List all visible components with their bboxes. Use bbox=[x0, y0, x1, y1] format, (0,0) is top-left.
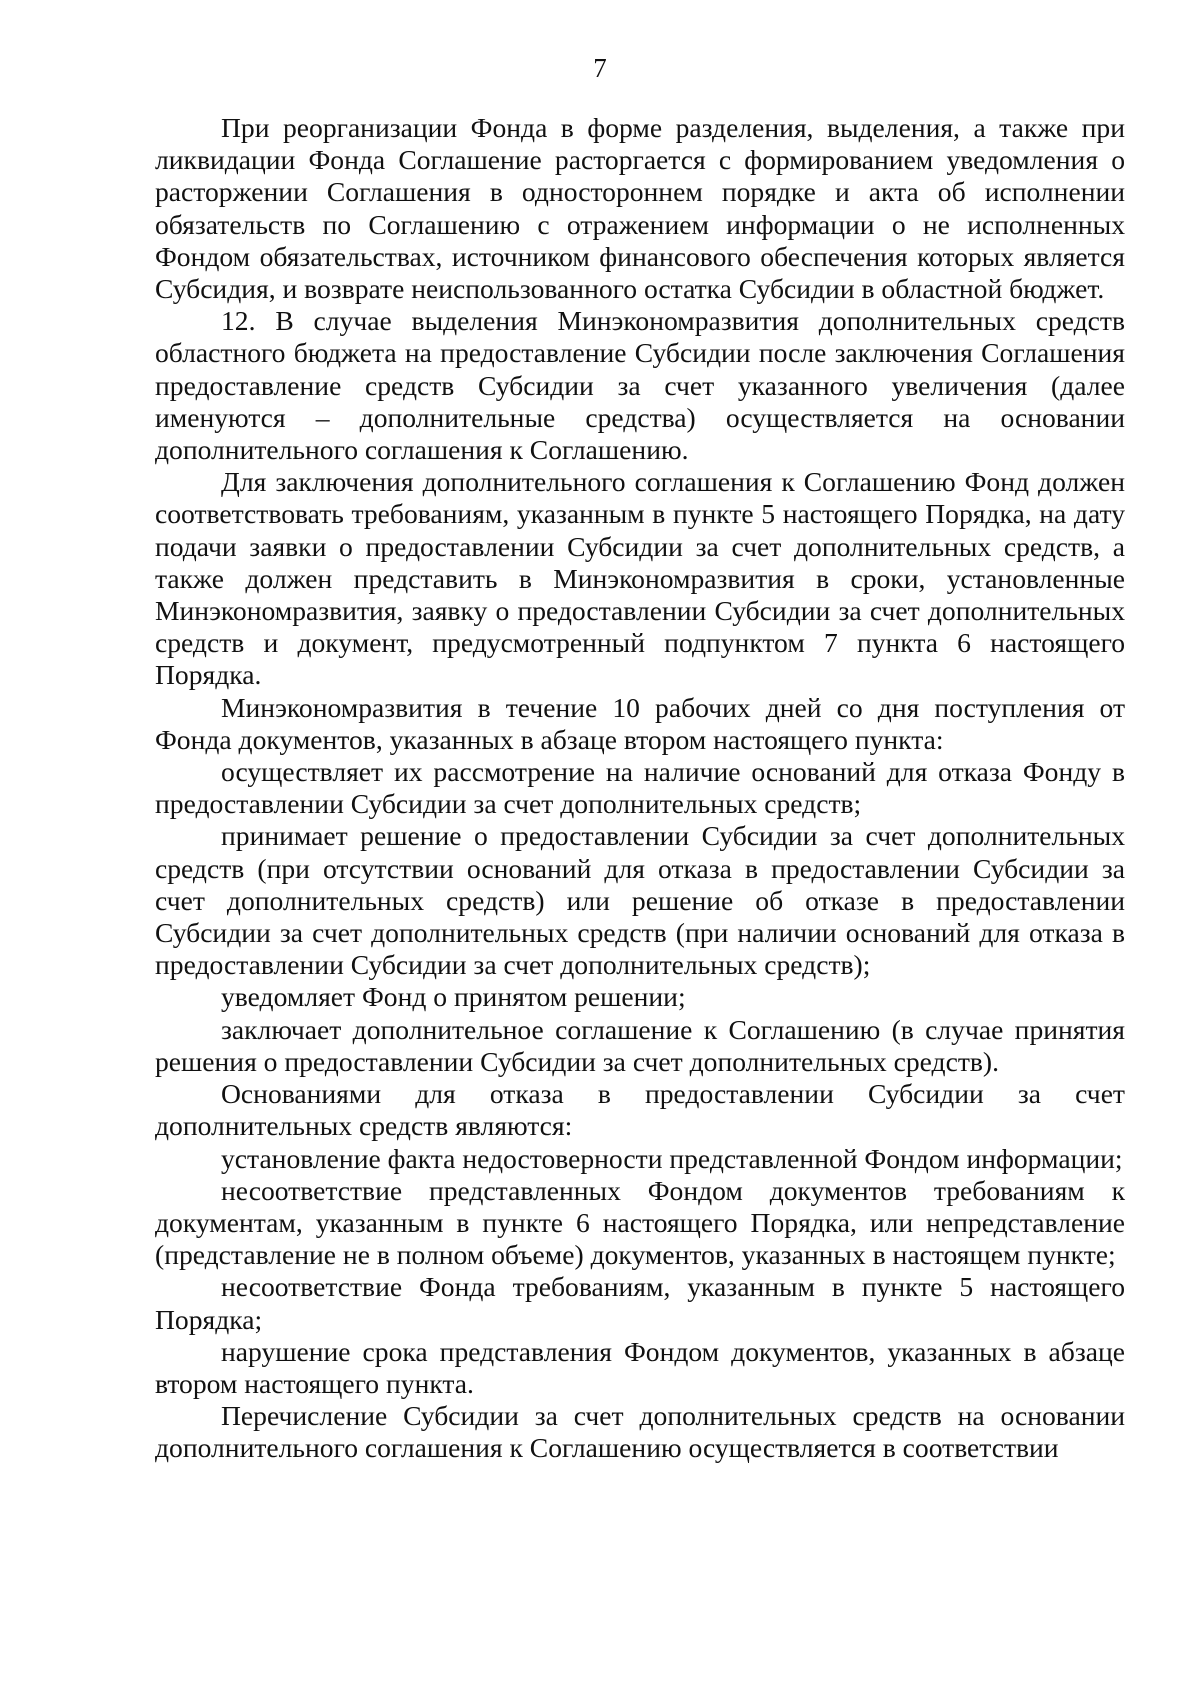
paragraph-refusal-documents: несоответствие представленных Фондом документов требованиям к документам, указанным в пункте 6 настоящего Порядка, или непредставление (представление не в полном объеме) документов, указанных в настоящем пункте; bbox=[155, 1174, 1125, 1271]
paragraph-review-grounds: осуществляет их рассмотрение на наличие оснований для отказа Фонду в предоставлении Субсидии за счет дополнительных средств; bbox=[155, 756, 1125, 820]
paragraph-review-period: Минэкономразвития в течение 10 рабочих дней со дня поступления от Фонда документов, указанных в абзаце втором настоящего пункта: bbox=[155, 691, 1125, 755]
paragraph-refusal-requirements: несоответствие Фонда требованиям, указанным в пункте 5 настоящего Порядка; bbox=[155, 1271, 1125, 1335]
paragraph-conclusion: заключает дополнительное соглашение к Соглашению (в случае принятия решения о предоставлении Субсидии за счет дополнительных средств). bbox=[155, 1013, 1125, 1077]
page-number: 7 bbox=[593, 53, 607, 83]
paragraph-reorganization: При реорганизации Фонда в форме разделения, выделения, а также при ликвидации Фонда Соглашение расторгается с формированием уведомления о расторжении Соглашения в одностороннем порядке и акта об исполнении обязательств по Соглашению с отражением информации о не исполненных Фондом обязательствах, источником финансового обеспечения которых является Субсидия, и возврате неиспользованного остатка Субсидии в областной бюджет. bbox=[155, 112, 1125, 305]
paragraph-additional-agreement-requirements: Для заключения дополнительного соглашения к Соглашению Фонд должен соответствовать требованиям, указанным в пункте 5 настоящего Порядка, на дату подачи заявки о предоставлении Субсидии за счет дополнительных средств, а также должен представить в Минэкономразвития в сроки, установленные Минэкономразвития, заявку о предоставлении Субсидии за счет дополнительных средств и документ, предусмотренный подпунктом 7 пункта 6 настоящего Порядка. bbox=[155, 466, 1125, 691]
paragraph-refusal-grounds: Основаниями для отказа в предоставлении Субсидии за счет дополнительных средств являются: bbox=[155, 1078, 1125, 1142]
paragraph-decision: принимает решение о предоставлении Субсидии за счет дополнительных средств (при отсутствии оснований для отказа в предоставлении Субсидии за счет дополнительных средств) или решение об отказе в предоставлении Субсидии за счет дополнительных средств (при наличии оснований для отказа в предоставлении Субсидии за счет дополнительных средств); bbox=[155, 820, 1125, 981]
paragraph-refusal-deadline: нарушение срока представления Фондом документов, указанных в абзаце втором настоящего пункта. bbox=[155, 1335, 1125, 1399]
paragraph-notification: уведомляет Фонд о принятом решении; bbox=[221, 981, 686, 1013]
document-body bbox=[155, 112, 1125, 1465]
paragraph-refusal-unreliable-info: установление факта недостоверности представленной Фондом информации; bbox=[221, 1142, 1123, 1174]
paragraph-transfer: Перечисление Субсидии за счет дополнительных средств на основании дополнительного соглашения к Соглашению осуществляется в соответствии bbox=[155, 1400, 1125, 1464]
paragraph-item-12: 12. В случае выделения Минэкономразвития дополнительных средств областного бюджета на предоставление Субсидии после заключения Соглашения предоставление средств Субсидии за счет указанного увеличения (далее именуются – дополнительные средства) осуществляется на основании дополнительного соглашения к Соглашению. bbox=[155, 305, 1125, 466]
